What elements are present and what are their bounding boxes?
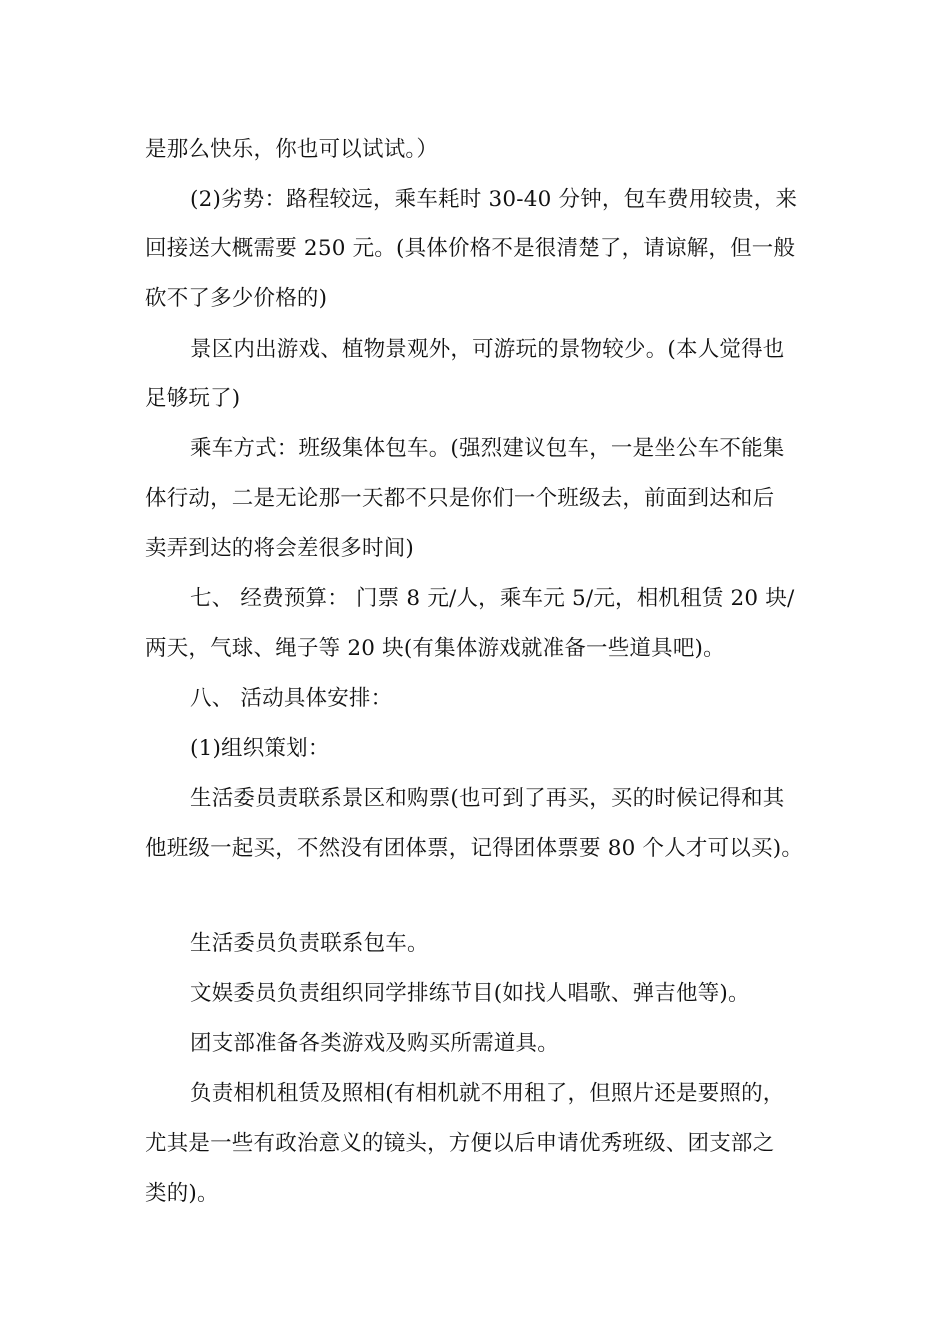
text-line-2: (2)劣势：路程较远，乘车耗时 30-40 分钟，包车费用较贵，来: [190, 187, 798, 212]
text-line-3: 回接送大概需要 250 元。(具体价格不是很清楚了，请谅解，但一般: [145, 236, 796, 261]
text-line-16: 生活委员负责联系包车。: [190, 931, 429, 956]
text-line-17: 文娱委员负责组织同学排练节目(如找人唱歌、弹吉他等)。: [190, 981, 750, 1006]
text-line-13: (1)组织策划：: [190, 736, 330, 761]
text-line-14: 生活委员责联系景区和购票(也可到了再买，买的时候记得和其: [190, 786, 785, 811]
text-line-20: 尤其是一些有政治意义的镜头，方便以后申请优秀班级、团支部之: [145, 1131, 775, 1156]
text-line-9: 卖弄到达的将会差很多时间): [145, 536, 414, 561]
text-line-8: 体行动，二是无论那一天都不只是你们一个班级去，前面到达和后: [145, 486, 775, 511]
text-line-19: 负责相机租赁及照相(有相机就不用租了，但照片还是要照的，: [190, 1081, 785, 1106]
text-line-21: 类的)。: [145, 1181, 219, 1206]
text-line-5: 景区内出游戏、植物景观外，可游玩的景物较少。(本人觉得也: [190, 337, 785, 362]
text-line-4: 砍不了多少价格的): [145, 286, 328, 311]
text-line-10: 七、 经费预算： 门票 8 元/人，乘车元 5/元，相机租赁 20 块/: [190, 586, 795, 611]
text-line-7: 乘车方式：班级集体包车。(强烈建议包车，一是坐公车不能集: [190, 436, 785, 461]
text-line-1: 是那么快乐，你也可以试试。）: [145, 137, 439, 162]
text-line-12: 八、 活动具体安排：: [190, 686, 393, 711]
text-line-6: 足够玩了): [145, 386, 241, 411]
text-line-15: 他班级一起买，不然没有团体票，记得团体票要 80 个人才可以买)。: [145, 836, 804, 861]
text-line-18: 团支部准备各类游戏及购买所需道具。: [190, 1031, 559, 1056]
text-line-11: 两天，气球、绳子等 20 块(有集体游戏就准备一些道具吧)。: [145, 636, 725, 661]
